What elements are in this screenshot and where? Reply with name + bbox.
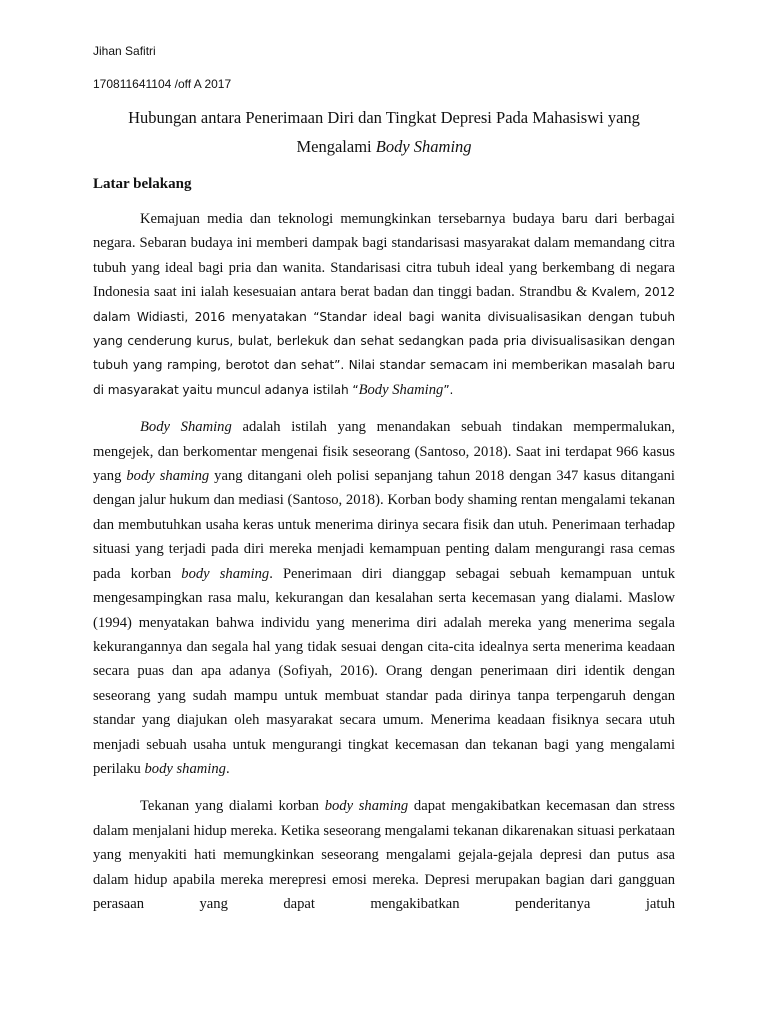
document-title: [93, 103, 675, 161]
p2-italic-2: body shaming: [126, 468, 210, 485]
p3-text-1: Tekanan yang dialami korban: [140, 798, 325, 815]
paragraph-2: [93, 415, 675, 781]
title-italic: Body Shaming: [375, 137, 472, 156]
author-name: Jihan Safitri: [93, 44, 156, 58]
paragraph-3: [93, 794, 675, 916]
p2-text-4: .: [225, 760, 230, 777]
p3-italic-1: body shaming: [324, 798, 409, 815]
student-id: 170811641104 /off A 2017: [93, 77, 232, 91]
p3-text-2: dapat mengakibatkan kecemasan dan stress dalam menjalani hidup mereka. Ketika seseorang mengalami tekanan dikarenakan situasi perkataan yang menyakiti hati memungkinkan seseorang mengalami gejala-gejala depresi dan putus asa dalam hidup apabila mereka merepresi emosi mereka. Depresi merupakan bagian dari gangguan perasaan yang dapat mengakibatkan penderitanya jatuh: [93, 798, 675, 912]
p2-italic-4: body shaming: [144, 760, 226, 777]
p1-italic-1: Body Shaming: [358, 381, 444, 398]
p1-text-1: Kemajuan media dan teknologi memungkinkan tersebarnya budaya baru dari berbagai negara. Sebaran budaya ini memberi dampak bagi standarisasi masyarakat dalam memandang citra tubuh yang ideal bagi pria dan wanita. Standarisasi citra tubuh ideal yang berkembang di negara Indonesia saat ini ialah kesesuaian antara berat badan dan tinggi badan. Strandbu &: [93, 211, 675, 301]
paragraph-1: [93, 207, 675, 402]
p2-italic-1: Body Shaming: [140, 419, 232, 436]
p2-text-2: yang ditangani oleh polisi sepanjang tahun 2018 dengan 347 kasus ditangani dengan jalur hukum dan mediasi (Santoso, 2018). Korban body shaming rentan mengalami tekanan dan membutuhkan usaha keras untuk menerima dirinya secara fisik dan utuh. Penerimaan terhadap situasi yang terjadi pada diri mereka menjadi kemampuan penting dalam mengurangi rasa cemas pada korban: [93, 468, 675, 582]
p2-text-1: adalah istilah yang menandakan sebuah tindakan mempermalukan, mengejek, dan berkomentar mengenai fisik seseorang (Santoso, 2018). Saat ini terdapat 966 kasus yang: [93, 419, 675, 485]
body-text: [93, 207, 675, 929]
title-text: Hubungan antara Penerimaan Diri dan Tingkat Depresi Pada Mahasiswi yang Mengalami: [128, 108, 640, 156]
p1-text-2: Kvalem, 2012 dalam Widiasti, 2016 menyatakan “Standar ideal bagi wanita divisualisasikan dengan tubuh yang cenderung kurus, bulat, berlekuk dan sehat sedangkan pada pria divisualisasikan dengan tubuh yang ramping, berotot dan sehat”. Nilai standar semacam ini memberikan masalah baru di masyarakat yaitu muncul adanya istilah “: [93, 285, 675, 397]
p2-text-3: . Penerimaan diri dianggap sebagai sebuah kemampuan untuk mengesampingkan rasa malu, kekurangan dan kesalahan serta kecemasan yang dialami. Maslow (1994) menyatakan bahwa individu yang menerima diri adalah mereka yang menerima segala kekurangannya dan segala hal yang tidak sesuai dengan cita-cita idealnya serta menerima keadaan secara puas dan apa adanya (Sofiyah, 2016). Orang dengan penerimaan diri identik dengan seseorang yang sudah mampu untuk membuat standar pada dirinya tanpa terpengaruh dengan standar yang diajukan oleh masyarakat secara umum. Menerima keadaan fisiknya secara utuh menjadi sebuah usaha untuk mengurangi tingkat kecemasan dan tekanan bagi yang mengalami perilaku: [93, 565, 676, 777]
p2-italic-3: body shaming: [181, 565, 270, 582]
section-heading: Latar belakang: [93, 176, 192, 192]
p1-text-3: ”.: [443, 382, 454, 397]
